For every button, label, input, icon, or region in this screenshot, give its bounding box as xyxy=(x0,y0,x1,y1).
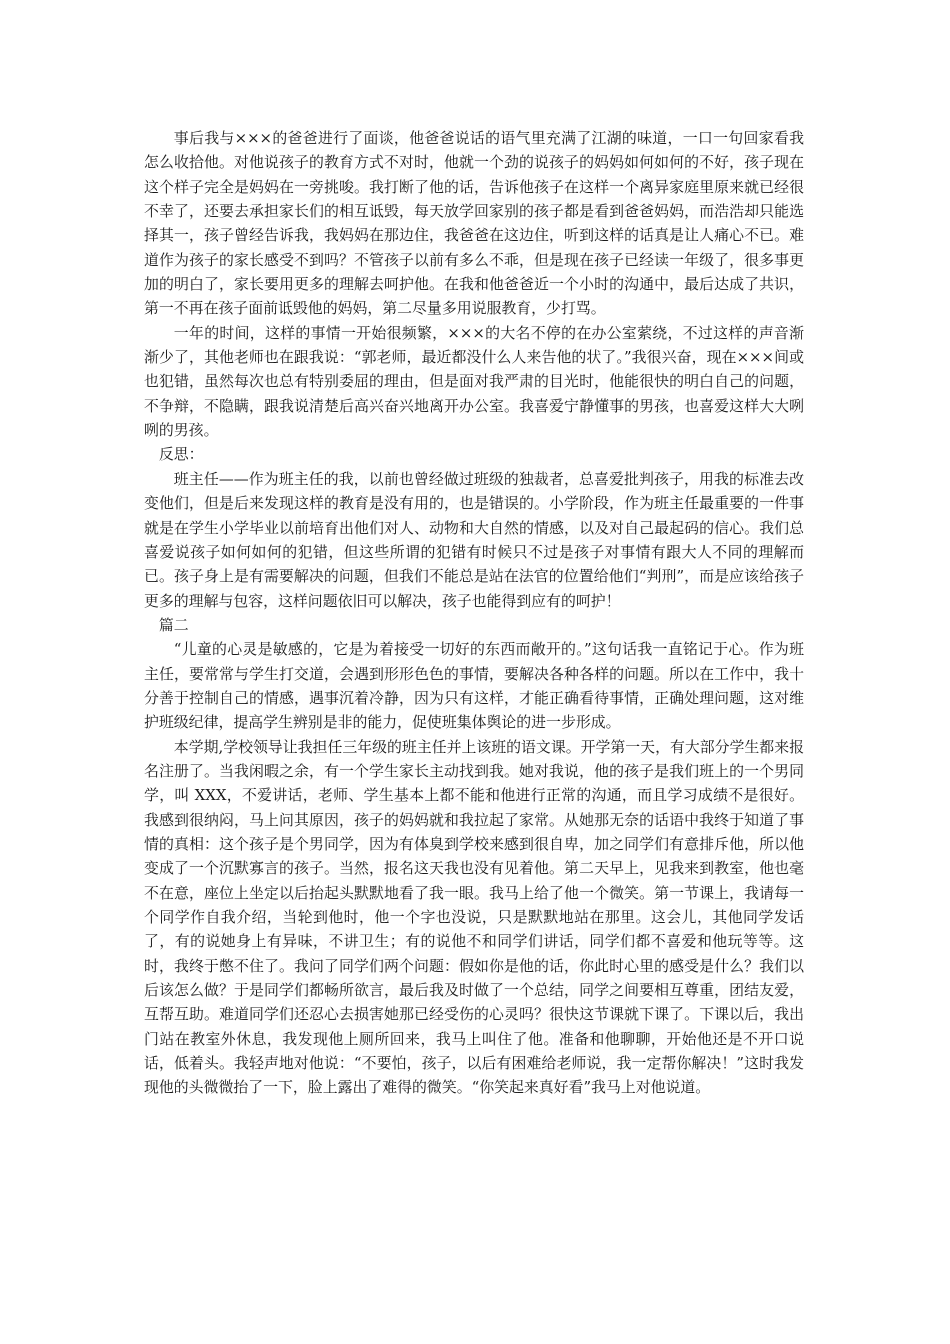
heading-reflection: 反思： xyxy=(158,445,204,464)
paragraph-one-year-later: 一年的时间，这样的事情一开始很频繁，×××的大名不停的在办公室萦绕，不过这样的声音渐渐少了，其他老师也在跟我说：“郭老师，最近都没什么人来告他的状了。”我很兴奋，现在×××间或也犯错，虽然每次也总有特别委屈的理由，但是面对我严肃的目光时，他能很快的明白自己的问题，不争辩，不隐瞒，跟我说清楚后高兴奋兴地离开办公室。我喜爱宁静懂事的男孩，也喜爱这样大大咧咧的男孩。 xyxy=(144,323,804,440)
paragraph-parent-meeting: 事后我与×××的爸爸进行了面谈，他爸爸说话的语气里充满了江湖的味道，一口一句回家看我怎么收拾他。对他说孩子的教育方式不对时，他就一个劲的说孩子的妈妈如何如何的不好，孩子现在这个样子完全是妈妈在一旁挑唆。我打断了他的话，告诉他孩子在这样一个离异家庭里原来就已经很不幸了，还要去承担家长们的相互诋毁，每天放学回家别的孩子都是看到爸爸妈妈，而浩浩却只能选择其一，孩子曾经告诉我，我妈妈在那边住，我爸爸在这边住，听到这样的话真是让人痛心不已。难道作为孩子的家长感受不到吗？不管孩子以前有多么不乖，但是现在孩子已经读一年级了，很多事更加的明白了，家长要用更多的理解去呵护他。在我和他爸爸近一个小时的沟通中，最后达成了共识，第一不再在孩子面前诋毁他的妈妈，第二尽量多用说服教育，少打骂。 xyxy=(144,129,804,318)
document-body xyxy=(144,126,804,1100)
paragraph-quote: “儿童的心灵是敏感的，它是为着接受一切好的东西而敞开的。”这句话我一直铭记于心。作为班主任，要常常与学生打交道，会遇到形形色色的事情，要解决各种各样的问题。所以在工作中，我十分善于控制自己的情感，遇事沉着冷静，因为只有这样，才能正确看待事情，正确处理问题，这对维护班级纪律，提高学生辨别是非的能力，促使班集体舆论的进一步形成。 xyxy=(144,640,804,732)
paragraph-reflection: 班主任——作为班主任的我，以前也曾经做过班级的独裁者，总喜爱批判孩子，用我的标准去改变他们，但是后来发现这样的教育是没有用的，也是错误的。小学阶段，作为班主任最重要的一件事就是在学生小学毕业以前培育出他们对人、动物和大自然的情感，以及对自己最起码的信心。我们总喜爱说孩子如何如何的犯错，但这些所谓的犯错有时候只不过是孩子对事情有跟大人不同的理解而已。孩子身上是有需要解决的问题，但我们不能总是站在法官的位置给他们“判刑”，而是应该给孩子更多的理解与包容，这样问题依旧可以解决，孩子也能得到应有的呵护！ xyxy=(144,469,804,610)
paragraph-semester-story: 本学期,学校领导让我担任三年级的班主任并上该班的语文课。开学第一天，有大部分学生都来报名注册了。当我闲暇之余，有一个学生家长主动找到我。她对我说，他的孩子是我们班上的一个男同学，叫 XXX，不爱讲话，老师、学生基本上都不能和他进行正常的沟通，而且学习成绩不是很好。我感到很纳闷，马上问其原因，孩子的妈妈就和我拉起了家常。从她那无奈的话语中我终于知道了事情的真相：这个孩子是个男同学，因为有体臭到学校来感到很自卑，加之同学们有意排斥他，所以他变成了一个沉默寡言的孩子。当然，报名这天我也没有见着他。第二天早上，见我来到教室，他也毫不在意，座位上坐定以后抬起头默默地看了我一眼。我马上给了他一个微笑。第一节课上，我请每一个同学作自我介绍，当轮到他时，他一个字也没说，只是默默地站在那里。这会儿，其他同学发话了，有的说她身上有异味，不讲卫生；有的说他不和同学们讲话，同学们都不喜爱和他玩等等。这时，我终于憋不住了。我问了同学们两个问题：假如你是他的话，你此时心里的感受是什么？我们以后该怎么做？于是同学们都畅所欲言，最后我及时做了一个总结，同学之间要相互尊重，团结友爱，互帮互助。难道同学们还忍心去损害她那已经受伤的心灵吗？很快这节课就下课了。下课以后，我出门站在教室外休息，我发现他上厕所回来，我马上叫住了他。准备和他聊聊，开始他还是不开口说话，低着头。我轻声地对他说：“不要怕，孩子，以后有困难给老师说，我一定帮你解决！”这时我发现他的头微微抬了一下，脸上露出了难得的微笑。“你笑起来真好看”我马上对他说道。 xyxy=(144,737,804,1097)
heading-part-two: 篇二 xyxy=(158,615,189,634)
